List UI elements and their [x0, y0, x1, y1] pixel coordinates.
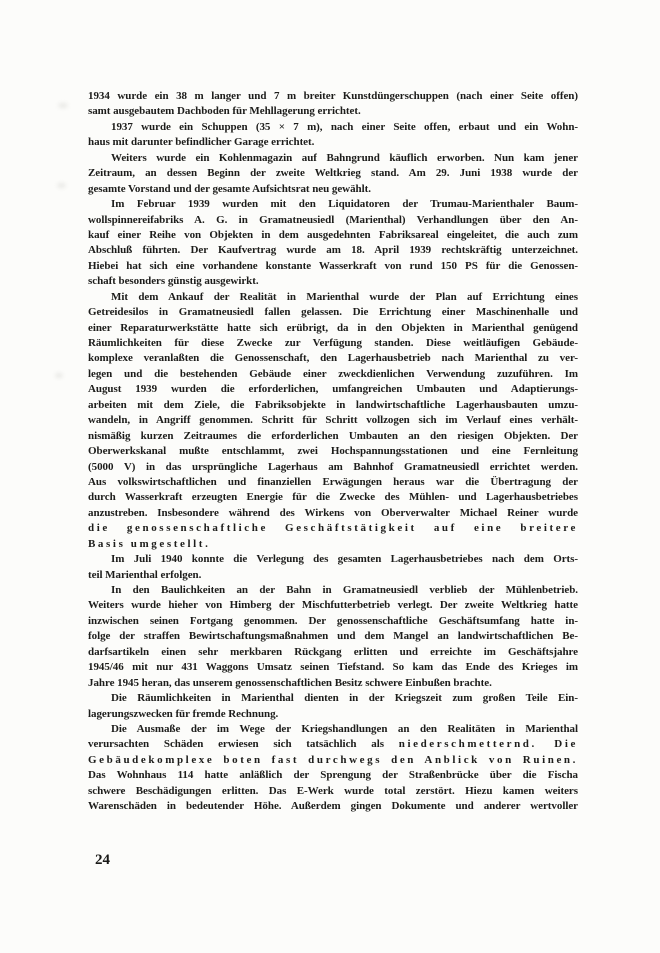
text-line — [88, 583, 578, 598]
text-line — [88, 213, 578, 228]
scan-smudge — [58, 103, 68, 108]
text-line — [88, 305, 578, 320]
body-text: Hiebei hat sich eine vorhandene konstante Wasserkraft von rund 150 PS für die Genossen- — [88, 259, 578, 272]
body-text: haus mit darunter befindlicher Garage errichtet. — [88, 136, 315, 149]
body-text: Mit dem Ankauf der Realität in Marienthal wurde der Plan auf Errichtung eines — [111, 290, 578, 303]
body-text: anzustreben. Insbesondere während des Wirkens von Oberverwalter Michael Reiner wurde — [88, 506, 578, 519]
text-line — [88, 722, 578, 737]
letterspaced-text: niederschmetternd. Die — [398, 738, 578, 751]
body-text: Aus volkswirtschaftlichen und finanziellen Erwägungen heraus war die Übertragung der — [88, 475, 578, 488]
text-line — [88, 321, 578, 336]
text-line — [88, 351, 578, 366]
text-line — [88, 104, 578, 119]
body-text: 1945/46 mit nur 431 Waggons Umsatz seinen Tiefstand. So kam das Ende des Krieges im — [88, 661, 578, 674]
body-text: arbeiten mit dem Ziele, die Fabriksobjekte in landwirtschaftliche Lagerhausbauten umzu- — [88, 398, 578, 411]
body-text: 1937 wurde ein Schuppen (35 × 7 m), nach einer Seite offen, erbaut und ein Wohn- — [111, 120, 578, 133]
text-line — [88, 151, 578, 166]
body-text: Im Juli 1940 konnte die Verlegung des gesamten Lagerhausbetriebes nach dem Orts- — [111, 553, 578, 566]
body-text: gesamte Vorstand und der gesamte Aufsichtsrat neu gewählt. — [88, 182, 371, 195]
text-line — [88, 645, 578, 660]
text-line — [88, 444, 578, 459]
text-line — [88, 676, 578, 691]
text-line — [88, 197, 578, 212]
text-line — [88, 707, 578, 722]
body-text: inzwischen seinen Fortgang genommen. Der genossenschaftliche Geschäftsumfang hatte in- — [88, 614, 578, 627]
page-number: 24 — [95, 852, 110, 868]
body-text: Warenschäden in bedeutender Höhe. Außerdem gingen Dokumente und anderer wertvoller — [88, 800, 578, 813]
letterspaced-text: Gebäudekomplexe boten fast durchwegs den Anblick von Ruinen. — [88, 753, 578, 766]
body-text: nismäßig kurzen Zeitraumes die erforderlichen Umbauten an den riesigen Objekten. Der — [88, 429, 578, 442]
text-line — [88, 228, 578, 243]
body-text: wollspinnereifabriks A. G. in Gramatneusiedl (Marienthal) Verhandlungen über den An- — [88, 213, 578, 226]
body-text: August 1939 wurden die erforderlichen, umfangreichen Umbauten und Adaptierungs- — [88, 383, 578, 396]
text-line — [88, 135, 578, 150]
body-text: Das Wohnhaus 114 hatte anläßlich der Sprengung der Straßenbrücke über die Fischa — [88, 769, 578, 782]
text-line — [88, 737, 578, 752]
text-line — [88, 521, 578, 536]
text-line — [88, 784, 578, 799]
text-line — [88, 429, 578, 444]
text-line — [88, 120, 578, 135]
body-text: (5000 V) in das ursprüngliche Lagerhaus am Bahnhof Gramatneusiedl errichtet werden. — [88, 460, 578, 473]
body-text: 1934 wurde ein 38 m langer und 7 m breiter Kunstdüngerschuppen (nach einer Seite offen) — [88, 90, 578, 102]
body-text: komplexe veranlaßten die Genossenschaft, den Lagerhausbetrieb nach Marienthal zu ver- — [88, 352, 578, 365]
letterspaced-text: Basis umgestellt. — [88, 537, 211, 550]
text-line — [88, 182, 578, 197]
text-line — [88, 568, 578, 583]
body-text: Jahre 1945 heran, das unserem genossenschaftlichen Besitz schwere Einbußen brachte. — [88, 676, 492, 689]
body-text: darfsartikeln einen sehr merkbaren Rückgang erlitten und erreichte im Geschäftsjahre — [88, 645, 578, 658]
text-line — [88, 166, 578, 181]
body-text: legen und die bestehenden Gebäude einer zweckdienlichen Verwendung zuzuführen. Im — [88, 367, 578, 380]
body-text: Abschluß führten. Der Kaufvertrag wurde am 18. April 1939 rechtskräftig unterzeichnet. — [88, 244, 578, 257]
body-text: verursachten Schäden erwiesen sich tatsächlich als — [88, 738, 399, 751]
body-text: lagerungszwecken für fremde Rechnung. — [88, 707, 279, 720]
text-line — [88, 398, 578, 413]
body-text: In den Baulichkeiten an der Bahn in Gramatneusiedl verblieb der Mühlenbetrieb. — [111, 584, 578, 596]
text-line — [88, 660, 578, 675]
text-line — [88, 413, 578, 428]
text-line — [88, 367, 578, 382]
scan-smudge — [57, 183, 66, 188]
body-text: durch Wasserkraft erzeugten Energie für die Zwecke des Mühlen- und Lagerhausbetriebes — [88, 491, 578, 504]
body-text: Die Räumlichkeiten in Marienthal dienten in der Kriegszeit zum großen Teile Ein- — [111, 692, 578, 705]
text-line — [88, 382, 578, 397]
scan-smudge — [55, 373, 63, 378]
body-text: Die Ausmaße der im Wege der Kriegshandlungen an den Realitäten in Marienthal — [111, 722, 578, 735]
text-line — [88, 799, 578, 814]
body-text: Im Februar 1939 wurden mit den Liquidatoren der Trumau-Marienthaler Baum- — [111, 198, 578, 211]
text-line — [88, 490, 578, 505]
text-line — [88, 506, 578, 521]
text-line — [88, 537, 578, 552]
text-line — [88, 259, 578, 274]
body-text: Weiters wurde ein Kohlenmagazin auf Bahngrund käuflich erworben. Nun kam jener — [111, 151, 578, 164]
body-text: schaft besonders günstig ausgewirkt. — [88, 275, 259, 288]
text-line — [88, 460, 578, 475]
body-text: wandeln, in Angriff genommen. Schritt für Schritt vollzogen sich im Verlauf eines verhält- — [88, 414, 578, 427]
text-line — [88, 274, 578, 289]
text-line — [88, 336, 578, 351]
body-text: einer Reparaturwerkstätte hatte sich erübrigt, da in den Objekten in Marienthal genügend — [88, 321, 578, 334]
text-line — [88, 629, 578, 644]
text-line — [88, 89, 578, 104]
body-text: Oberwerkskanal mußte entschlammt, zwei Hochspannungsstationen und eine Fernleitung — [88, 445, 578, 458]
body-text: Weiters wurde hieher von Himberg der Mischfutterbetrieb verlegt. Der zweite Weltkrieg hatte — [88, 599, 578, 612]
text-line — [88, 290, 578, 305]
body-text: Zeitraum, an dessen Beginn der zweite Weltkrieg stand. Am 29. Juni 1938 wurde der — [88, 167, 578, 180]
text-line — [88, 753, 578, 768]
text-line — [88, 598, 578, 613]
body-text: Räumlichkeiten für diese Zwecke zur Verfügung standen. Diese weitläufigen Gebäude- — [88, 337, 578, 349]
letterspaced-text: die genossenschaftliche Geschäftstätigkeit auf eine breitere — [88, 522, 578, 535]
text-line — [88, 475, 578, 490]
body-text: schwere Beschädigungen erlitten. Das E-Werk wurde total zerstört. Hiezu kamen weiters — [88, 784, 578, 797]
text-line — [88, 243, 578, 258]
body-text: Getreidesilos in Gramatneusiedl fallen gelassen. Die Errichtung einer Maschinenhalle und — [88, 306, 578, 319]
text-line — [88, 768, 578, 783]
page-text — [88, 89, 578, 815]
body-text: samt ausgebautem Dachboden für Mehllagerung errichtet. — [88, 105, 361, 118]
text-line — [88, 552, 578, 567]
body-text: teil Marienthal erfolgen. — [88, 568, 202, 581]
body-text: kauf einer Reihe von Objekten in dem ausgedehnten Fabriksareal eingeleitet, die auch zum — [88, 228, 578, 241]
body-text: folge der straffen Bewirtschaftungsmaßnahmen und dem Mangel an landwirtschaftlichen Be- — [88, 630, 578, 643]
text-line — [88, 691, 578, 706]
text-line — [88, 614, 578, 629]
